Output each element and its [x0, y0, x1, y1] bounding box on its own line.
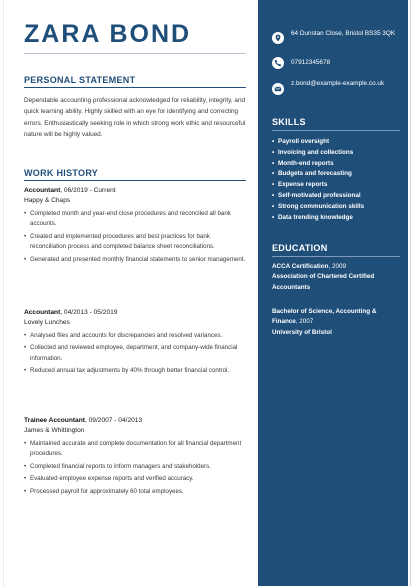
skills-list [272, 137, 400, 223]
job-bullets [24, 209, 246, 265]
personal-statement-text: Dependable accounting professional acknowledged for reliability, integrity, and quick learning ability. Highly skilled with an eye for identifying and correcting errors. Enthusiastically seeking role in which strong work ethic and resourceful nature will be highly valued. [24, 97, 246, 139]
phone-text[interactable]: 07912345678 [291, 59, 331, 66]
list-item: • Budgets and forecasting [272, 169, 400, 180]
job-title: Trainee Accountant [24, 417, 85, 424]
job-entry [24, 186, 246, 267]
name-divider [24, 53, 246, 54]
education-entry [272, 262, 400, 293]
job-company: Lovely Lunches [24, 319, 70, 326]
candidate-name: ZARA BOND [24, 20, 192, 48]
email-icon [272, 83, 284, 95]
list-item: • Data trending knowledge [272, 213, 400, 224]
job-title-line [24, 308, 246, 317]
skills-heading: SKILLS [272, 117, 306, 127]
list-item: • Self-motivated professional [272, 191, 400, 202]
address-text: 64 Dunstan Close, Bristol BS35 3QK [291, 30, 396, 37]
job-title: Accountant [24, 309, 61, 316]
job-dates: , 06/2019 - Current [60, 187, 116, 194]
education-year: , 2007 [295, 318, 314, 326]
list-item: • Month-end reports [272, 159, 400, 170]
education-degree-line [272, 307, 400, 328]
list-item: • Evaluated employee expense reports and verified accuracy. [24, 474, 246, 484]
education-entry [272, 307, 400, 338]
job-entry [24, 416, 246, 499]
work-history-divider [24, 180, 246, 181]
education-heading: EDUCATION [272, 243, 328, 253]
education-year: , 2009 [328, 263, 346, 270]
education-degree: ACCA Certification [272, 263, 329, 270]
job-title-line [24, 416, 246, 425]
list-item: • Invoicing and collections [272, 148, 400, 159]
list-item: • Completed month and year-end close procedures and reconciled all bank accounts. [24, 209, 246, 230]
list-item: • Reduced annual tax adjustments by 40% through better financial control. [24, 366, 246, 376]
job-dates: , 09/2007 - 04/2013 [84, 417, 143, 424]
email-text[interactable]: z.bond@example-example.co.uk [291, 80, 385, 87]
education-divider [272, 256, 400, 257]
location-pin-icon [272, 32, 284, 44]
job-title-line [24, 186, 246, 195]
job-dates: , 04/2013 - 05/2019 [60, 309, 118, 316]
phone-icon [272, 57, 284, 69]
job-entry [24, 308, 246, 379]
education-degree-line [272, 262, 400, 272]
list-item: • Expense reports [272, 180, 400, 191]
list-item: • Maintained accurate and complete documentation for all financial department procedures. [24, 439, 246, 460]
list-item: • Analysed files and accounts for discrepancies and resolved variances. [24, 331, 246, 341]
job-bullets [24, 331, 246, 377]
education-school: Association of Chartered Certified Accountants [272, 273, 375, 291]
work-history-heading: WORK HISTORY [24, 168, 99, 178]
list-item: • Strong communication skills [272, 202, 400, 213]
job-company: James & Whittington [24, 427, 85, 434]
list-item: • Completed financial reports to inform managers and stakeholders. [24, 462, 246, 472]
job-title: Accountant [24, 187, 61, 194]
list-item: • Collected and reviewed employee, department, and company-wide financial information. [24, 343, 246, 364]
job-bullets [24, 439, 246, 497]
personal-statement-heading: PERSONAL STATEMENT [24, 75, 136, 85]
job-company: Happy & Chaps [24, 197, 71, 204]
personal-statement-divider [24, 87, 246, 88]
list-item: • Processed payroll for approximately 60 total employees. [24, 487, 246, 497]
list-item: • Payroll oversight [272, 137, 400, 148]
sidebar [258, 0, 408, 586]
list-item: • Generated and presented monthly financial statements to senior management. [24, 255, 246, 265]
education-school: University of Bristol [272, 328, 332, 336]
list-item: • Created and implemented procedures and best practices for bank reconciliation process and completed balance sheet reconciliations. [24, 232, 246, 253]
skills-divider [272, 130, 400, 131]
education-degree: Bachelor of Science, Accounting & Finance [272, 308, 377, 326]
